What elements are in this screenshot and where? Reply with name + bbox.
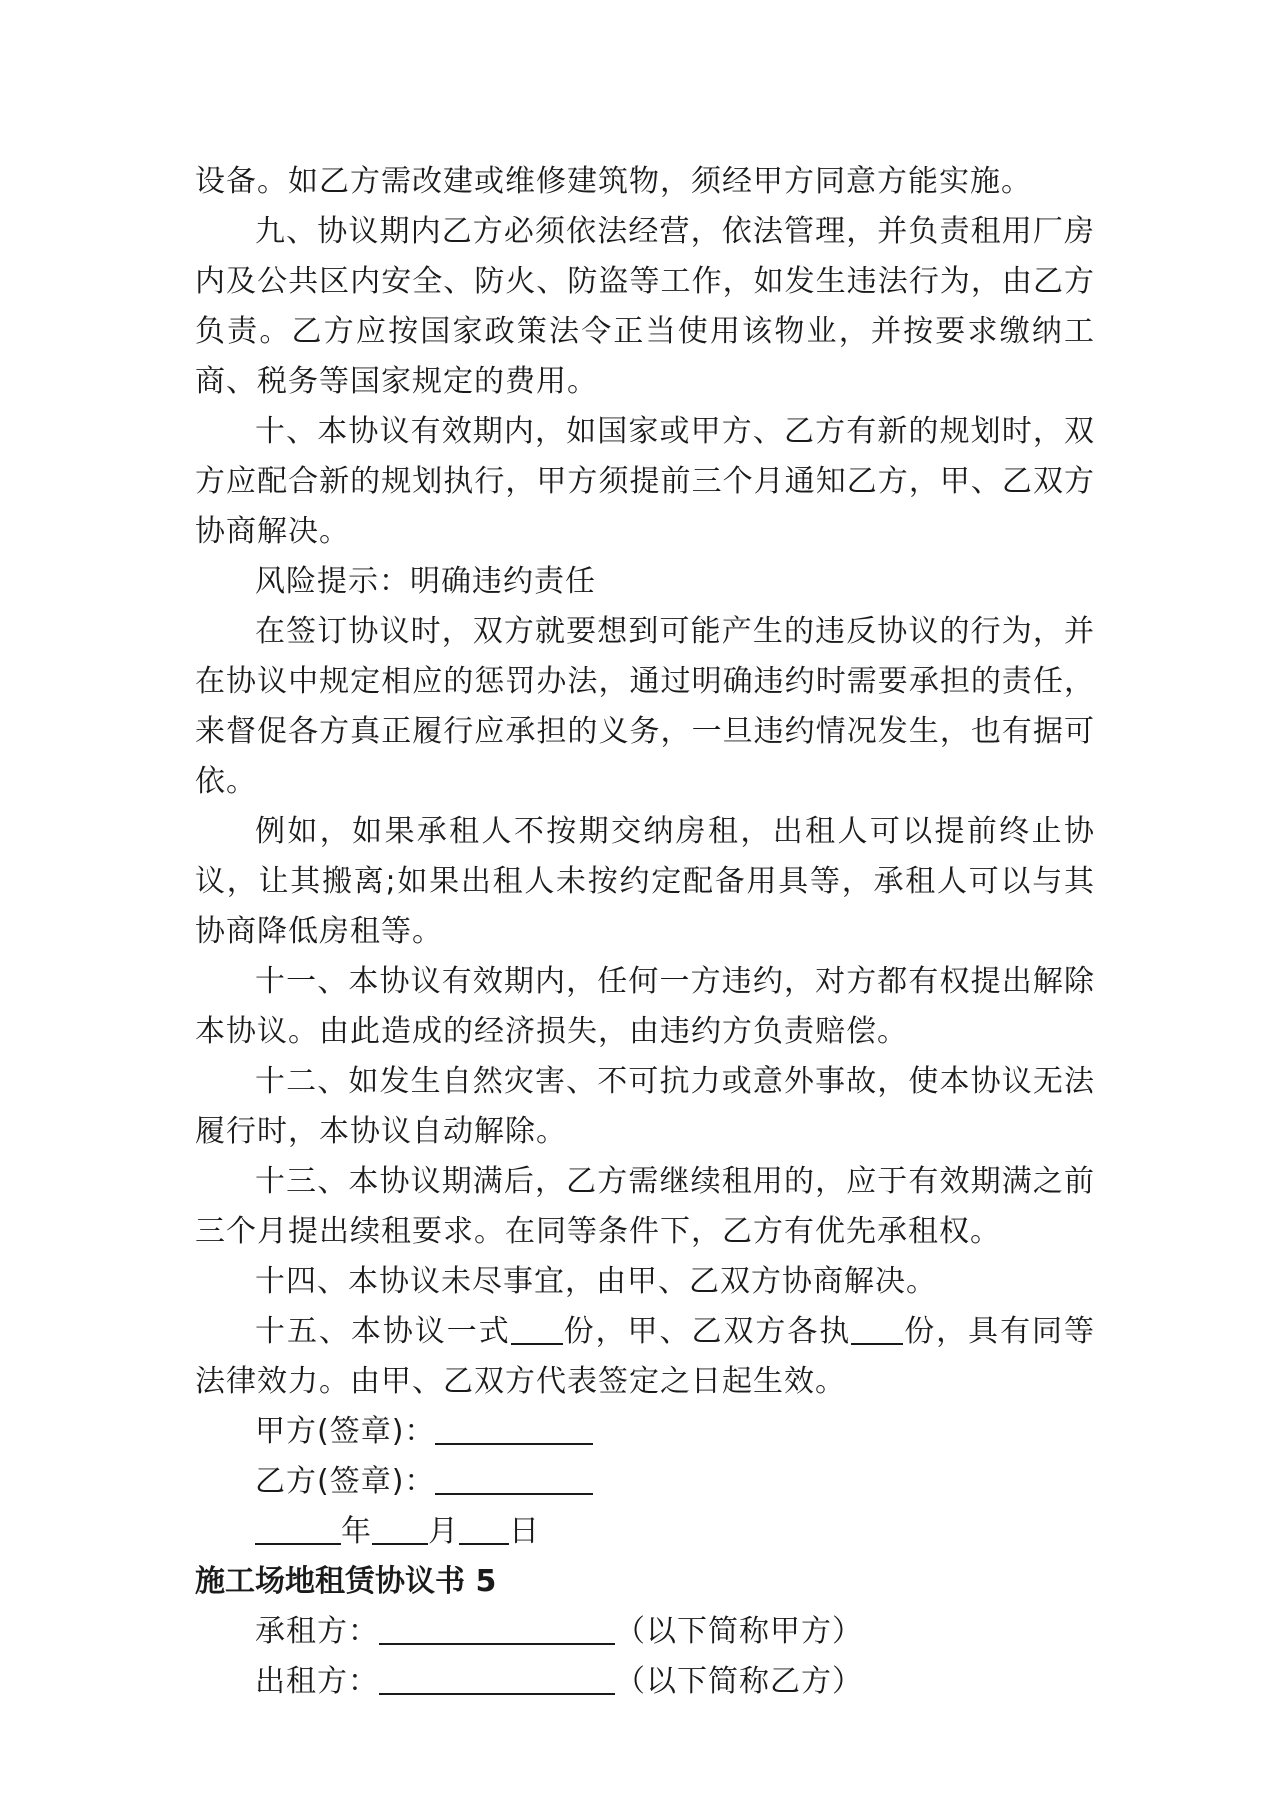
lessee-blank[interactable] [379, 1613, 615, 1645]
copies-total-blank[interactable] [511, 1313, 563, 1345]
lessor-label: 出租方： [255, 1664, 379, 1699]
clause-11: 十一、本协议有效期内，任何一方违约，对方都有权提出解除本协议。由此造成的经济损失，由违约方负责赔偿。 [195, 964, 1095, 1049]
clause-15 [195, 1307, 1095, 1407]
lessor-blank[interactable] [379, 1663, 615, 1695]
clause-10: 十、本协议有效期内，如国家或甲方、乙方有新的规划时，双方应配合新的规划执行，甲方须提前三个月通知乙方，甲、乙双方协商解决。 [195, 414, 1095, 549]
clause-15-part2: 份，甲、乙双方各执 [562, 1314, 852, 1349]
section-title: 施工场地租赁协议书 5 [195, 1564, 497, 1599]
day-blank[interactable] [459, 1513, 509, 1545]
risk-tip-body: 在签订协议时，双方就要想到可能产生的违反协议的行为，并在协议中规定相应的惩罚办法，通过明确违约时需要承担的责任，来督促各方真正履行应承担的义务，一旦违约情况发生，也有据可依。 [195, 614, 1095, 799]
clause-9: 九、协议期内乙方必须依法经营，依法管理，并负责租用厂房内及公共区内安全、防火、防盗等工作，如发生违法行为，由乙方负责。乙方应按国家政策法令正当使用该物业，并按要求缴纳工商、税务等国家规定的费用。 [195, 214, 1095, 399]
party-a-signature-label: 甲方(签章)： [255, 1414, 436, 1449]
lessee-label: 承租方： [255, 1614, 379, 1649]
party-b-signature-line [195, 1457, 1095, 1507]
party-b-signature-label: 乙方(签章)： [255, 1464, 436, 1499]
party-a-signature-line [195, 1407, 1095, 1457]
risk-tip-example: 例如，如果承租人不按期交纳房租，出租人可以提前终止协议，让其搬离;如果出租人未按约定配备用具等，承租人可以与其协商降低房租等。 [195, 814, 1095, 949]
party-b-signature-blank[interactable] [435, 1463, 593, 1495]
copies-each-blank[interactable] [851, 1313, 903, 1345]
party-a-signature-blank[interactable] [435, 1413, 593, 1445]
lessor-line [195, 1657, 1095, 1707]
date-line [195, 1507, 1095, 1557]
month-blank[interactable] [372, 1513, 428, 1545]
risk-tip: 风险提示：明确违约责任 [255, 564, 596, 599]
clause-14: 十四、本协议未尽事宜，由甲、乙双方协商解决。 [255, 1264, 937, 1299]
day-label: 日 [509, 1514, 540, 1549]
paragraph-continuation: 设备。如乙方需改建或维修建筑物，须经甲方同意方能实施。 [195, 164, 1032, 199]
document-page [195, 157, 1095, 1707]
month-label: 月 [428, 1514, 459, 1549]
lessor-note: （以下简称乙方） [615, 1664, 863, 1699]
year-label: 年 [341, 1514, 372, 1549]
clause-13: 十三、本协议期满后，乙方需继续租用的，应于有效期满之前三个月提出续租要求。在同等条件下，乙方有优先承租权。 [195, 1164, 1095, 1249]
lessee-line [195, 1607, 1095, 1657]
clause-15-part1: 十五、本协议一式 [255, 1314, 511, 1349]
clause-12: 十二、如发生自然灾害、不可抗力或意外事故，使本协议无法履行时，本协议自动解除。 [195, 1064, 1095, 1149]
clause-15-part3: 份，具有同等法律效力。由甲、乙双方代表签定之日起生效。 [195, 1314, 1096, 1399]
lessee-note: （以下简称甲方） [615, 1614, 863, 1649]
year-blank[interactable] [255, 1513, 341, 1545]
